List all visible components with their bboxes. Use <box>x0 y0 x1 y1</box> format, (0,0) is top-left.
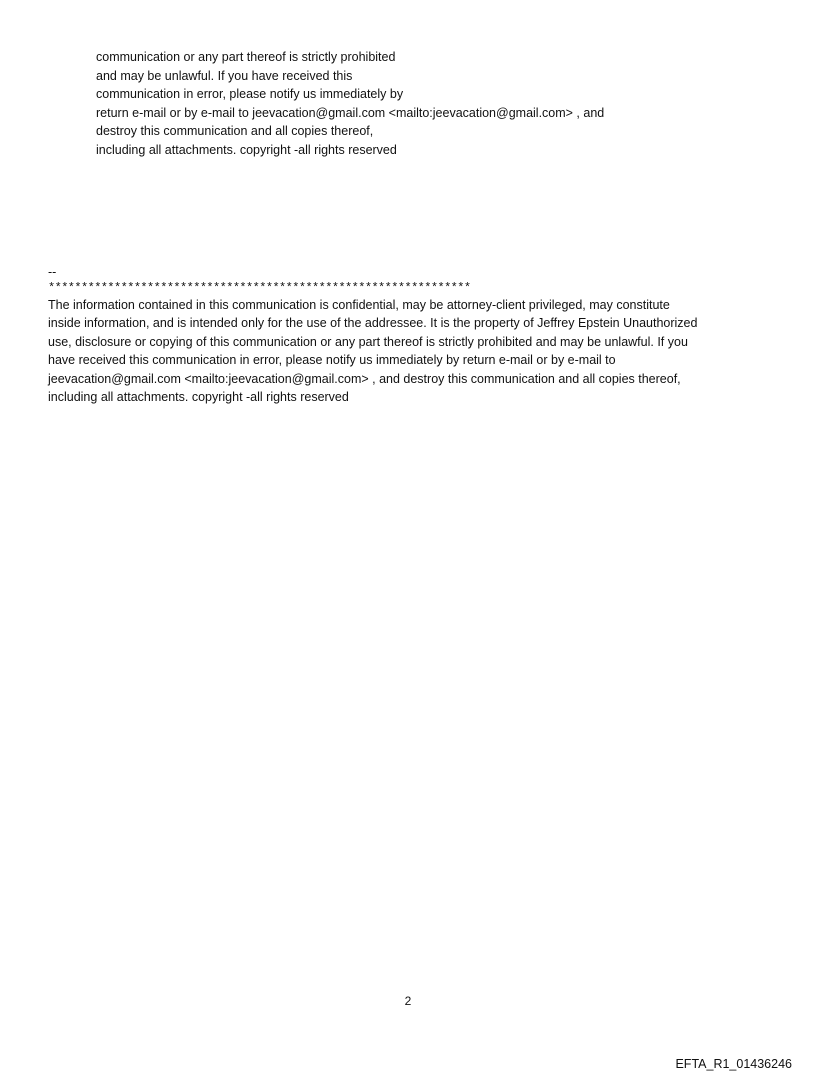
quoted-disclaimer-line: destroy this communication and all copies thereof, <box>96 124 374 138</box>
confidentiality-notice-line: The information contained in this communication is confidential, may be attorney-client privileged, may constitute <box>48 297 670 312</box>
asterisk-divider: **************************************************************** <box>48 281 471 295</box>
quoted-disclaimer-line: and may be unlawful. If you have received this <box>96 68 353 83</box>
confidentiality-notice-line: have received this communication in error, please notify us immediately by return e-mail or by e-mail to <box>48 353 616 367</box>
quoted-disclaimer-line: communication in error, please notify us immediately by <box>96 87 404 101</box>
email-signature <box>48 263 764 407</box>
document-id: EFTA_R1_01436246 <box>675 1057 792 1071</box>
page-number: 2 <box>404 994 412 1008</box>
quoted-disclaimer-line: return e-mail or by e-mail to jeevacation@gmail.com <mailto:jeevacation@gmail.com> , and <box>96 105 605 120</box>
confidentiality-notice-line: inside information, and is intended only for the use of the addressee. It is the property of Jeffrey Epstein Unauthorized <box>48 316 698 330</box>
quoted-disclaimer-line: communication or any part thereof is strictly prohibited <box>96 50 396 64</box>
quoted-disclaimer-line: including all attachments. copyright -all rights reserved <box>96 142 397 157</box>
confidentiality-notice-line: use, disclosure or copying of this communication or any part thereof is strictly prohibited and may be unlawful. If you <box>48 334 688 349</box>
quoted-disclaimer <box>96 48 736 159</box>
confidentiality-notice-line: including all attachments. copyright -all rights reserved <box>48 390 349 404</box>
signature-separator: -- <box>48 265 57 279</box>
confidentiality-notice-line: jeevacation@gmail.com <mailto:jeevacation@gmail.com> , and destroy this communication and all copies thereof, <box>48 371 681 386</box>
